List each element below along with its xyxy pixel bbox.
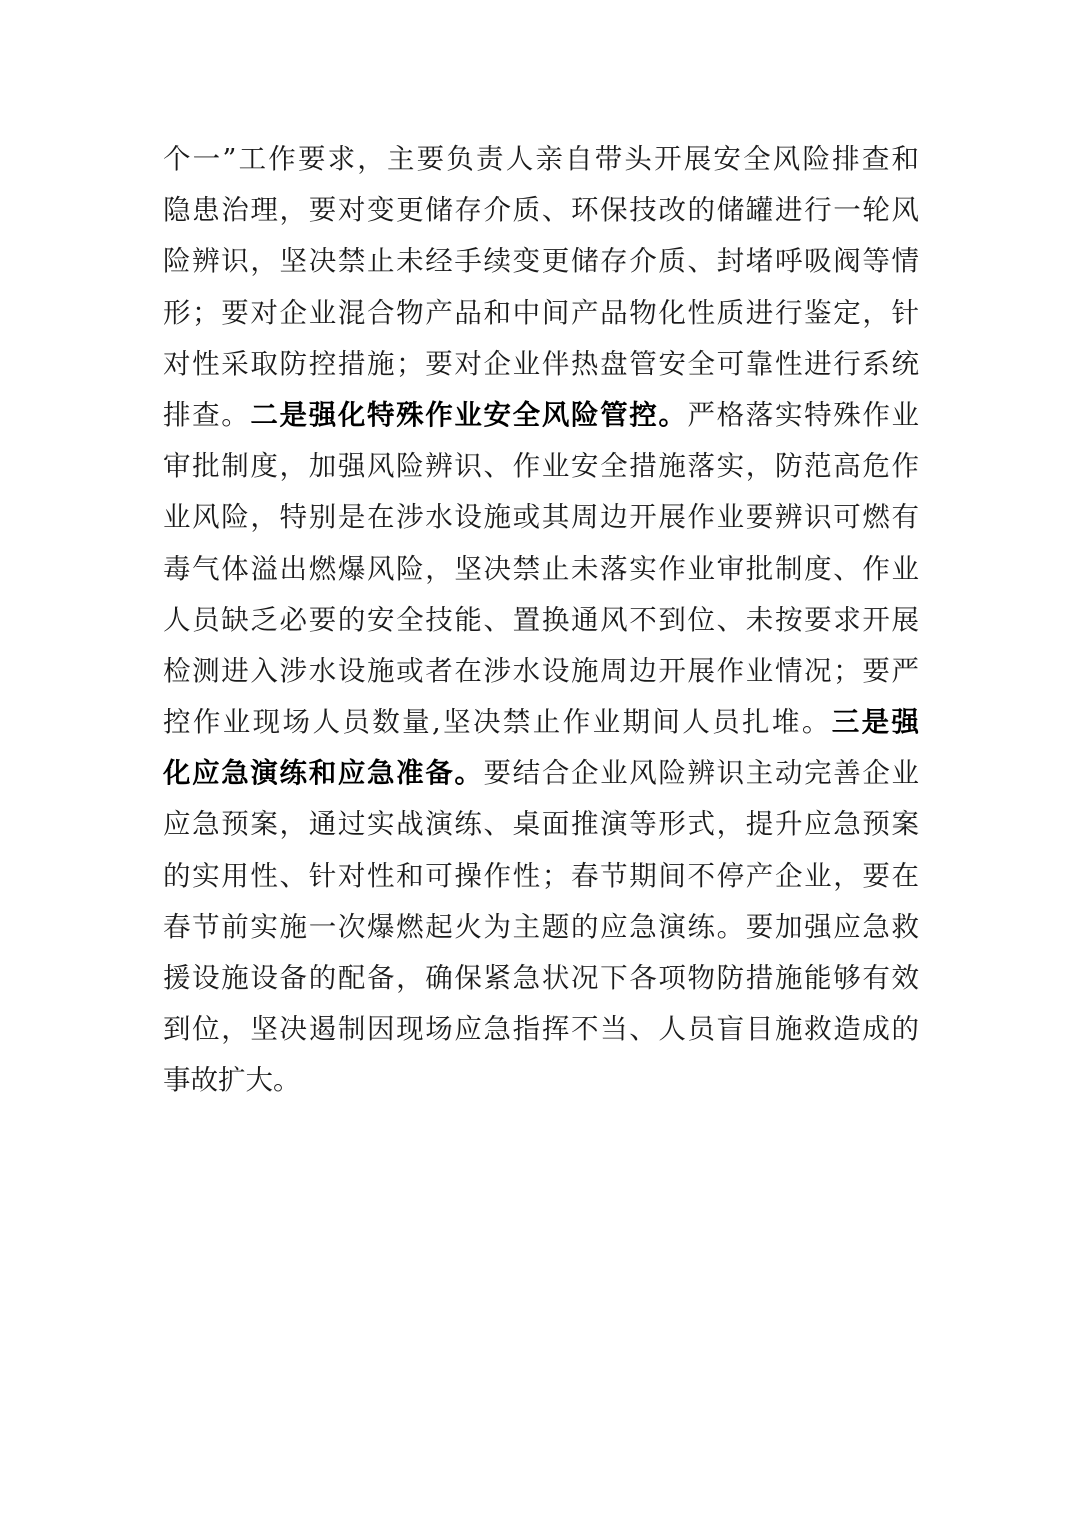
text-line-19: 事故扩大。 bbox=[163, 1064, 301, 1097]
bold-heading-three-end: 化应急演练和应急准备。 bbox=[163, 757, 484, 790]
text-line-7: 审批制度，加强风险辨识、作业安全措施落实，防范高危作 bbox=[163, 450, 919, 483]
text-line-15: 的实用性、针对性和可操作性；春节期间不停产企业，要在 bbox=[163, 859, 919, 892]
text-line-13: 化应急演练和应急准备。要结合企业风险辨识主动完善企业 bbox=[163, 757, 920, 790]
text-line-9: 毒气体溢出燃爆风险，坚决禁止未落实作业审批制度、作业 bbox=[163, 552, 919, 585]
text-line-4: 形；要对企业混合物产品和中间产品物化性质进行鉴定，针 bbox=[163, 296, 919, 329]
text-line-1: 个一”工作要求，主要负责人亲自带头开展安全风险排查和 bbox=[163, 143, 919, 175]
text-line-11: 检测进入涉水设施或者在涉水设施周边开展作业情况；要严 bbox=[163, 654, 919, 687]
text-line-3: 险辨识，坚决禁止未经手续变更储存介质、封堵呼吸阀等情 bbox=[163, 245, 919, 278]
bold-heading-three-start: 三是强 bbox=[831, 706, 919, 739]
text-line-8: 业风险，特别是在涉水设施或其周边开展作业要辨识可燃有 bbox=[163, 501, 919, 534]
text-line-18: 到位，坚决遏制因现场应急指挥不当、人员盲目施救造成的 bbox=[163, 1013, 919, 1046]
text-line-5: 对性采取防控措施；要对企业伴热盘管安全可靠性进行系统 bbox=[163, 347, 919, 380]
text-line-16: 春节前实施一次爆燃起火为主题的应急演练。要加强应急救 bbox=[163, 910, 919, 943]
text-line-12: 控作业现场人员数量,坚决禁止作业期间人员扎堆。三是强 bbox=[163, 706, 919, 739]
text-line-10: 人员缺乏必要的安全技能、置换通风不到位、未按要求开展 bbox=[163, 603, 919, 636]
text-line-2: 隐患治理，要对变更储存介质、环保技改的储罐进行一轮风 bbox=[163, 194, 919, 227]
text-line-6: 排查。二是强化特殊作业安全风险管控。严格落实特殊作业 bbox=[163, 398, 920, 431]
bold-heading-two: 二是强化特殊作业安全风险管控。 bbox=[250, 398, 688, 431]
body-paragraph bbox=[163, 134, 919, 1107]
text-line-17: 援设施设备的配备，确保紧急状况下各项物防措施能够有效 bbox=[163, 962, 919, 994]
text-line-14: 应急预案，通过实战演练、桌面推演等形式，提升应急预案 bbox=[163, 808, 919, 841]
